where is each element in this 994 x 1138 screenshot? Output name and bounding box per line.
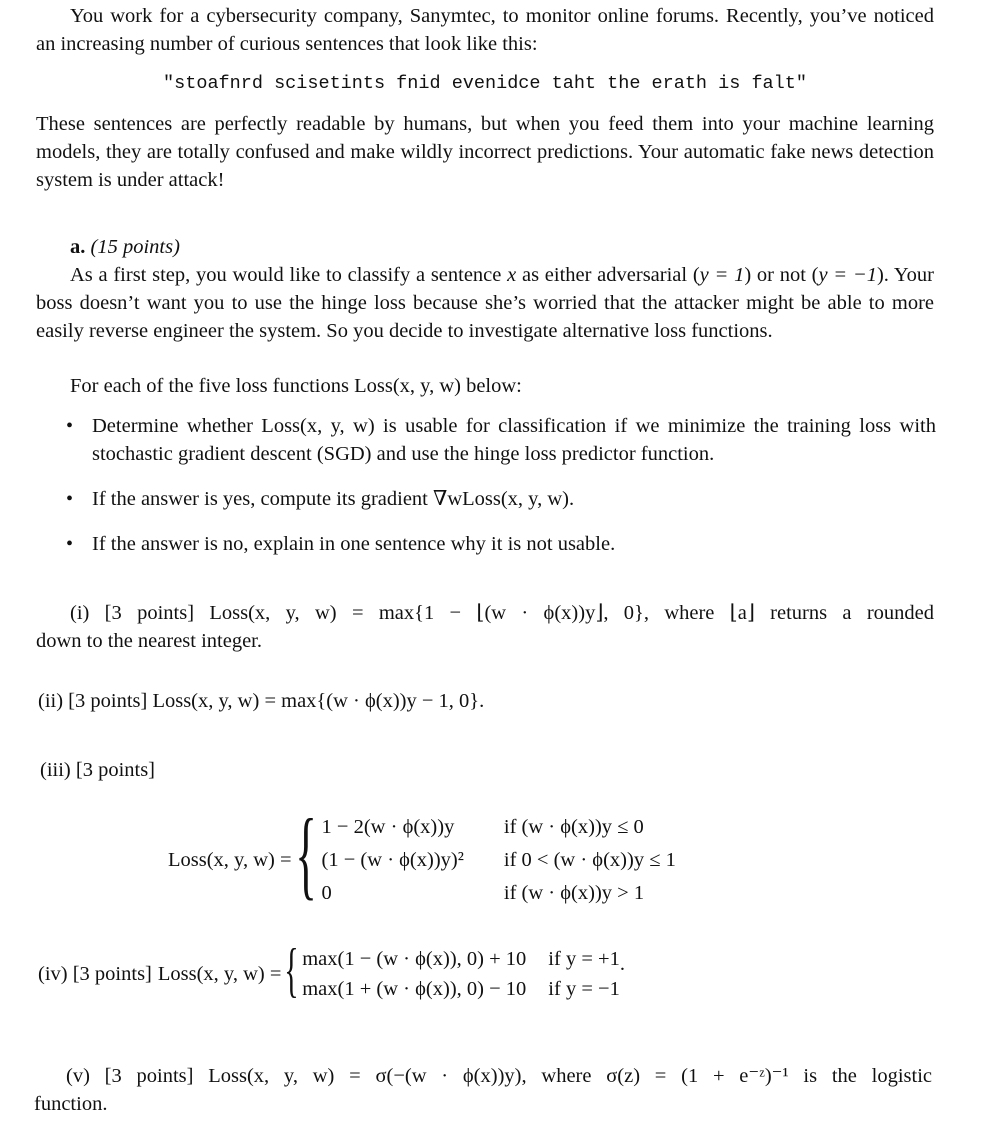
piecewise-cases [322, 811, 676, 910]
list-item: • If the answer is yes, compute its gradient ∇wLoss(x, y, w). [64, 485, 936, 513]
case-row: 0 if (w · ϕ(x))y > 1 [321, 882, 645, 904]
left-brace-icon: { [294, 798, 317, 909]
bullet-icon: • [66, 415, 74, 437]
loss-intro: For each of the five loss functions Loss(x, y, w) below: [70, 375, 522, 397]
intro-paragraph: You work for a cybersecurity company, Sanymtec, to monitor online forums. Recently, you’ve noticed an increasing number of curious sentences that look like this: [36, 5, 934, 55]
left-brace-icon: { [284, 937, 300, 1003]
item-iv: (iv) [3 points] Loss(x, y, w) = { max(1 − (w · ϕ(x)), 0) + 10 if y = +1 max(1 + (w · ϕ(x)), 0) − 10 if y = −1 . [38, 937, 625, 1003]
item-v-continued: function. [34, 1093, 108, 1115]
item-iii-label: (iii) [3 points] [40, 759, 156, 781]
bullet-icon: • [66, 533, 74, 555]
list-item: • If the answer is no, explain in one sentence why it is not usable. [64, 530, 936, 558]
case-row: (1 − (w · ϕ(x))y)² if 0 < (w · ϕ(x))y ≤ 1 [321, 849, 676, 871]
item-ii: (ii) [3 points] Loss(x, y, w) = max{(w · ϕ(x))y − 1, 0}. [38, 690, 485, 712]
part-a-paragraph: As a first step, you would like to classify a sentence x as either adversarial (y = 1) or not (y = −1). Your boss doesn’t want you to use the hinge loss because she’s worried that the attacker might be able to more easily reverse engineer the system. So you decide to investigate alternative loss functions. [36, 264, 934, 342]
item-i-continued: down to the nearest integer. [36, 630, 263, 652]
list-item: • Determine whether Loss(x, y, w) is usable for classification if we minimize the training loss with stochastic gradient descent (SGD) and use the hinge loss predictor function. [64, 412, 936, 468]
part-a-heading: a. (15 points) [70, 236, 180, 258]
item-v: (v) [3 points] Loss(x, y, w) = σ(−(w · ϕ(x))y), where σ(z) = (1 + e⁻ᶻ)⁻¹ is the logistic [66, 1065, 932, 1087]
bullet-icon: • [66, 488, 74, 510]
case-row: max(1 + (w · ϕ(x)), 0) − 10 if y = −1 [302, 978, 620, 1000]
example-sentence: "stoafnrd scisetints fnid evenidce taht the erath is falt" [163, 73, 807, 94]
item-i: (i) [3 points] Loss(x, y, w) = max{1 − ⌊(w · ϕ(x))y⌋, 0}, where ⌊a⌋ returns a rounded [70, 602, 935, 624]
attack-paragraph: These sentences are perfectly readable by humans, but when you feed them into your machine learning models, they are totally confused and make wildly incorrect predictions. Your automatic fake news detection system is under attack! [36, 113, 934, 191]
piecewise-cases [302, 944, 620, 1004]
instruction-list [64, 412, 936, 558]
item-iii-equation: Loss(x, y, w) = { 1 − 2(w · ϕ(x))y if (w · ϕ(x))y ≤ 0 (1 − (w · ϕ(x))y)² if 0 < (w · ϕ(x))y ≤ 1 0 if (w · ϕ(x))y > 1 [168, 798, 676, 909]
case-row: max(1 − (w · ϕ(x)), 0) + 10 if y = +1 [302, 948, 620, 970]
case-row: 1 − 2(w · ϕ(x))y if (w · ϕ(x))y ≤ 0 [321, 816, 644, 838]
